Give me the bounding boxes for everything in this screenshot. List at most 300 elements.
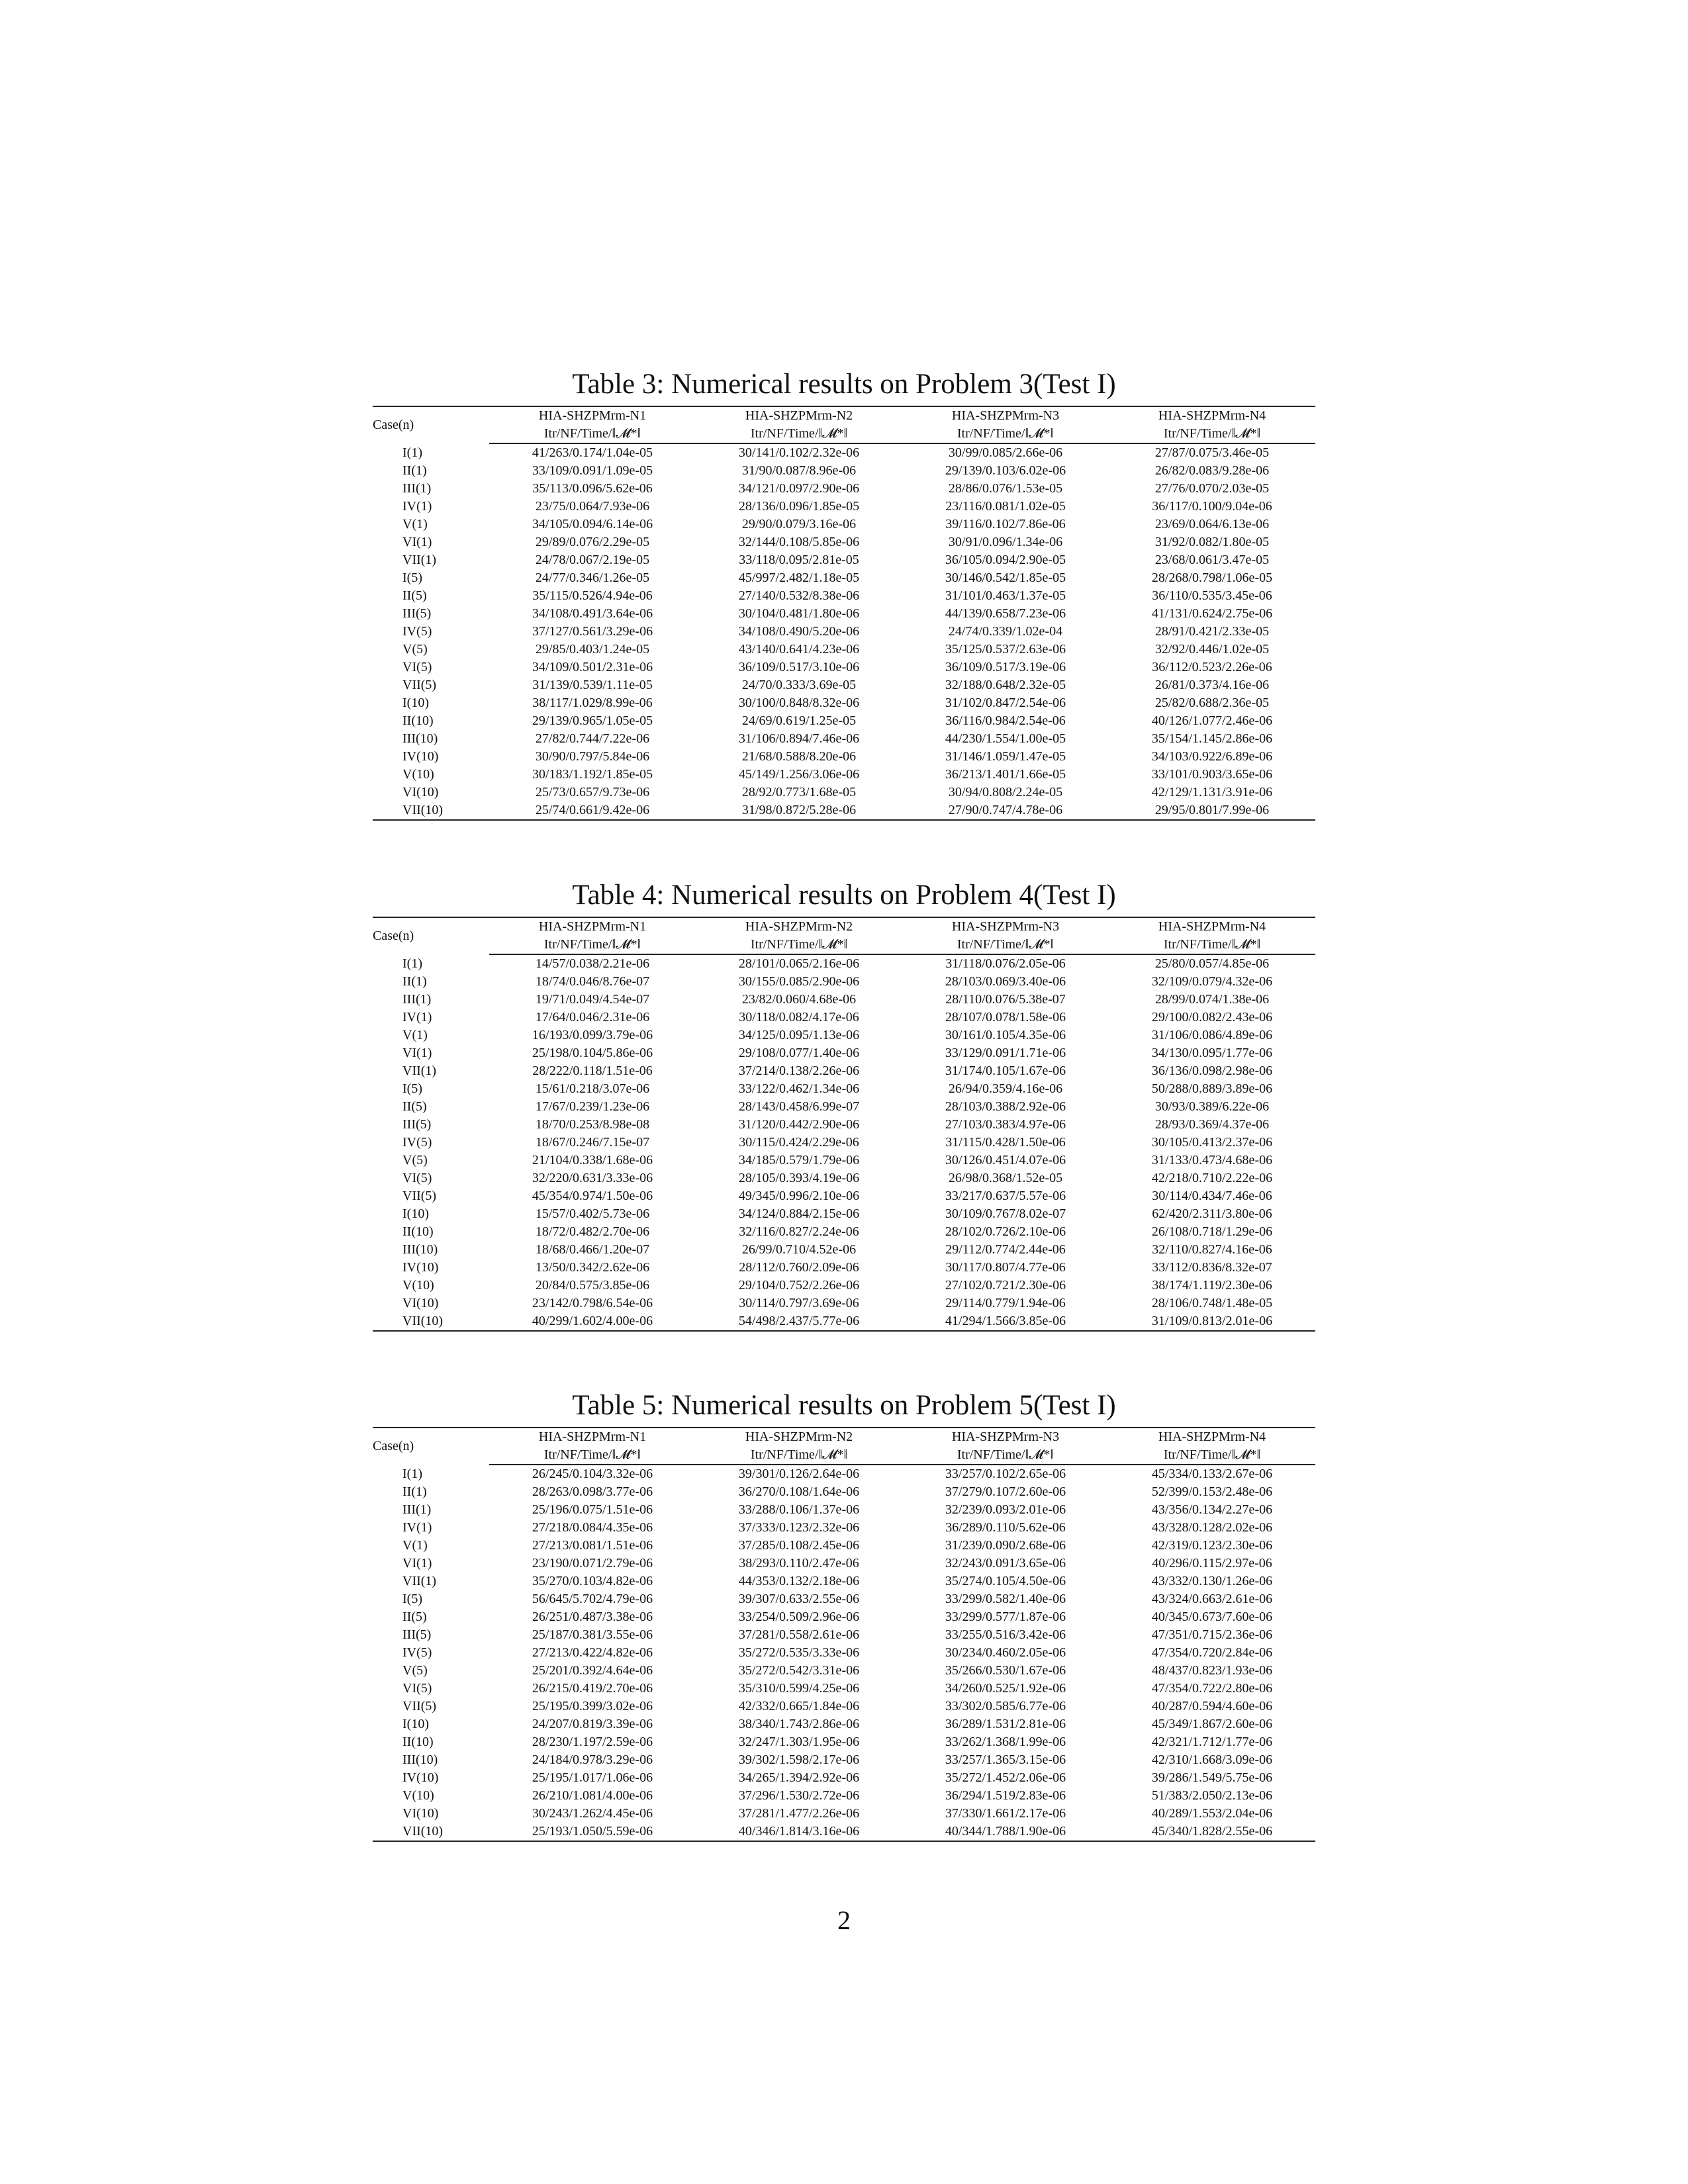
case-cell: IV(5): [402, 1135, 432, 1150]
result-cell: 32/109/0.079/4.32e-06: [1151, 974, 1273, 989]
table-row: [373, 991, 1315, 1009]
result-cell: 27/82/0.744/7.22e-06: [535, 731, 650, 746]
result-cell: 35/310/0.599/4.25e-06: [738, 1681, 860, 1696]
case-column-header: Case(n): [373, 1428, 489, 1465]
case-cell: VI(5): [402, 1171, 432, 1185]
result-cell: 29/114/0.779/1.94e-06: [945, 1296, 1066, 1310]
result-cell: 34/185/0.579/1.79e-06: [738, 1153, 860, 1167]
result-cell: 34/103/0.922/6.89e-06: [1151, 749, 1273, 764]
metric-header: Itr/NF/Time/‖𝓜*‖: [1109, 936, 1315, 954]
table-row: [373, 1483, 1315, 1501]
result-cell: 62/420/2.311/3.80e-06: [1152, 1206, 1272, 1221]
table-row: [373, 1823, 1315, 1841]
result-cell: 13/50/0.342/2.62e-06: [535, 1260, 650, 1275]
result-cell: 21/104/0.338/1.68e-06: [532, 1153, 653, 1167]
result-cell: 45/349/1.867/2.60e-06: [1151, 1717, 1273, 1731]
case-cell: II(10): [402, 1735, 434, 1749]
case-cell: V(1): [402, 1028, 428, 1042]
table-row: [373, 1644, 1315, 1662]
table-row: [373, 676, 1315, 694]
result-cell: 32/92/0.446/1.02e-05: [1154, 642, 1270, 657]
result-cell: 21/68/0.588/8.20e-06: [741, 749, 857, 764]
result-cell: 45/340/1.828/2.55e-06: [1109, 1823, 1315, 1841]
case-cell: VI(1): [402, 1556, 432, 1570]
result-cell: 27/140/0.532/8.38e-06: [738, 588, 860, 603]
table-row: [373, 973, 1315, 991]
case-cell: I(5): [402, 1592, 422, 1606]
result-cell: 33/255/0.516/3.42e-06: [945, 1627, 1066, 1642]
result-cell: 33/254/0.509/2.96e-06: [738, 1610, 860, 1624]
result-cell: 42/310/1.668/3.09e-06: [1151, 1752, 1273, 1767]
result-cell: 25/74/0.661/9.42e-06: [489, 801, 696, 820]
metric-header: Itr/NF/Time/‖𝓜*‖: [489, 1446, 696, 1465]
result-cell: 33/299/0.577/1.87e-06: [945, 1610, 1066, 1624]
table-caption: Table 3: Numerical results on Problem 3(Test I): [572, 369, 1116, 400]
case-cell: III(10): [402, 731, 438, 746]
result-cell: 34/125/0.095/1.13e-06: [738, 1028, 860, 1042]
case-cell: I(10): [402, 1717, 429, 1731]
result-cell: 47/354/0.720/2.84e-06: [1151, 1645, 1273, 1660]
result-cell: 37/127/0.561/3.29e-06: [532, 624, 653, 639]
result-cell: 18/67/0.246/7.15e-07: [535, 1135, 650, 1150]
result-cell: 23/68/0.061/3.47e-05: [1154, 553, 1270, 567]
result-cell: 33/288/0.106/1.37e-06: [738, 1502, 860, 1517]
case-cell: IV(1): [402, 1520, 432, 1535]
result-cell: 32/116/0.827/2.24e-06: [739, 1224, 859, 1239]
method-header: HIA-SHZPMrm-N2: [696, 1428, 902, 1446]
result-cell: 30/234/0.460/2.05e-06: [945, 1645, 1066, 1660]
result-cell: 28/230/1.197/2.59e-06: [532, 1735, 653, 1749]
case-cell: VII(5): [402, 1189, 437, 1203]
result-cell: 18/74/0.046/8.76e-07: [535, 974, 650, 989]
method-header: HIA-SHZPMrm-N3: [902, 406, 1109, 425]
table-4-block: [373, 878, 1315, 1332]
result-cell: 23/69/0.064/6.13e-06: [1154, 517, 1270, 531]
table-row: [373, 1465, 1315, 1483]
table-row: [373, 1026, 1315, 1044]
result-cell: 34/109/0.501/2.31e-06: [532, 660, 653, 674]
metric-header: Itr/NF/Time/‖𝓜*‖: [489, 936, 696, 954]
result-cell: 28/86/0.076/1.53e-05: [948, 481, 1063, 496]
method-header: HIA-SHZPMrm-N3: [902, 1428, 1109, 1446]
case-cell: VII(1): [402, 1574, 437, 1588]
result-cell: 42/319/0.123/2.30e-06: [1151, 1538, 1273, 1553]
table-row: [373, 1590, 1315, 1608]
result-cell: 31/102/0.847/2.54e-06: [945, 696, 1066, 710]
result-cell: 28/93/0.369/4.37e-06: [1154, 1117, 1270, 1132]
case-cell: VII(1): [402, 1064, 437, 1078]
table-row: [373, 1116, 1315, 1134]
result-cell: 26/98/0.368/1.52e-05: [948, 1171, 1063, 1185]
result-cell: 42/129/1.131/3.91e-06: [1151, 785, 1273, 799]
result-cell: 24/184/0.978/3.29e-06: [532, 1752, 653, 1767]
case-cell: VI(10): [402, 785, 439, 799]
result-cell: 39/302/1.598/2.17e-06: [738, 1752, 860, 1767]
result-cell: 29/90/0.079/3.16e-06: [741, 517, 857, 531]
result-cell: 25/195/1.017/1.06e-06: [532, 1770, 653, 1785]
result-cell: 33/257/0.102/2.65e-06: [945, 1467, 1066, 1481]
result-cell: 33/302/0.585/6.77e-06: [945, 1699, 1066, 1713]
page-number: 2: [837, 1905, 851, 1935]
result-cell: 30/117/0.807/4.77e-06: [945, 1260, 1066, 1275]
case-cell: IV(1): [402, 1010, 432, 1024]
case-cell: VI(10): [402, 1296, 439, 1310]
table-row: [373, 533, 1315, 551]
result-cell: 30/183/1.192/1.85e-05: [532, 767, 653, 782]
result-cell: 36/112/0.523/2.26e-06: [1152, 660, 1272, 674]
result-cell: 33/129/0.091/1.71e-06: [945, 1046, 1066, 1060]
case-cell: IV(10): [402, 1260, 439, 1275]
case-cell: VI(5): [402, 660, 432, 674]
table-row: [373, 443, 1315, 462]
table-caption: Table 4: Numerical results on Problem 4(Test I): [572, 880, 1116, 911]
result-cell: 30/90/0.797/5.84e-06: [535, 749, 650, 764]
case-cell: V(5): [402, 1663, 428, 1678]
result-cell: 43/324/0.663/2.61e-06: [1151, 1592, 1273, 1606]
result-cell: 16/193/0.099/3.79e-06: [532, 1028, 653, 1042]
results-table: [373, 917, 1315, 1332]
case-cell: III(1): [402, 1502, 432, 1517]
result-cell: 36/294/1.519/2.83e-06: [945, 1788, 1066, 1803]
table-row: [373, 694, 1315, 712]
table-row: [373, 641, 1315, 659]
method-header: HIA-SHZPMrm-N1: [489, 917, 696, 936]
result-cell: 35/154/1.145/2.86e-06: [1151, 731, 1273, 746]
result-cell: 39/286/1.549/5.75e-06: [1151, 1770, 1273, 1785]
result-cell: 40/289/1.553/2.04e-06: [1151, 1806, 1273, 1821]
metric-header: Itr/NF/Time/‖𝓜*‖: [902, 1446, 1109, 1465]
result-cell: 45/354/0.974/1.50e-06: [532, 1189, 653, 1203]
result-cell: 37/281/1.477/2.26e-06: [738, 1806, 860, 1821]
result-cell: 29/104/0.752/2.26e-06: [738, 1278, 860, 1293]
result-cell: 33/217/0.637/5.57e-06: [945, 1189, 1066, 1203]
result-cell: 34/121/0.097/2.90e-06: [738, 481, 860, 496]
result-cell: 40/287/0.594/4.60e-06: [1151, 1699, 1273, 1713]
result-cell: 32/247/1.303/1.95e-06: [738, 1735, 860, 1749]
result-cell: 41/263/0.174/1.04e-05: [532, 445, 653, 460]
result-cell: 34/124/0.884/2.15e-06: [738, 1206, 860, 1221]
result-cell: 28/103/0.388/2.92e-06: [945, 1099, 1066, 1114]
case-cell: VII(5): [402, 678, 437, 692]
result-cell: 32/110/0.827/4.16e-06: [1152, 1242, 1272, 1257]
table-row: [373, 480, 1315, 498]
table-row: [373, 1277, 1315, 1295]
result-cell: 36/117/0.100/9.04e-06: [1152, 499, 1272, 514]
case-cell: II(10): [402, 1224, 434, 1239]
case-cell: V(10): [402, 767, 434, 782]
result-cell: 28/112/0.760/2.09e-06: [739, 1260, 859, 1275]
case-cell: III(1): [402, 481, 432, 496]
result-cell: 43/356/0.134/2.27e-06: [1151, 1502, 1273, 1517]
result-cell: 24/69/0.619/1.25e-05: [741, 713, 857, 728]
result-cell: 26/82/0.083/9.28e-06: [1154, 463, 1270, 478]
metric-header: Itr/NF/Time/‖𝓜*‖: [1109, 1446, 1315, 1465]
result-cell: 38/293/0.110/2.47e-06: [739, 1556, 859, 1570]
result-cell: 25/201/0.392/4.64e-06: [532, 1663, 653, 1678]
result-cell: 32/144/0.108/5.85e-06: [738, 535, 860, 549]
table-row: [373, 1312, 1315, 1331]
case-cell: II(5): [402, 588, 427, 603]
result-cell: 36/136/0.098/2.98e-06: [1151, 1064, 1273, 1078]
case-cell: VI(1): [402, 535, 432, 549]
result-cell: 30/109/0.767/8.02e-07: [945, 1206, 1066, 1221]
result-cell: 35/272/1.452/2.06e-06: [945, 1770, 1066, 1785]
table-row: [373, 1205, 1315, 1223]
case-cell: I(10): [402, 1206, 429, 1221]
table-row: [373, 1062, 1315, 1080]
table-row: [373, 623, 1315, 641]
table-row: [373, 1134, 1315, 1152]
result-cell: 41/131/0.624/2.75e-06: [1151, 606, 1273, 621]
metric-header: Itr/NF/Time/‖𝓜*‖: [696, 425, 902, 443]
result-cell: 43/140/0.641/4.23e-06: [738, 642, 860, 657]
result-cell: 29/100/0.082/2.43e-06: [1151, 1010, 1273, 1024]
result-cell: 32/188/0.648/2.32e-05: [945, 678, 1066, 692]
result-cell: 42/218/0.710/2.22e-06: [1151, 1171, 1273, 1185]
case-cell: IV(10): [402, 1770, 439, 1785]
result-cell: 30/114/0.434/7.46e-06: [1152, 1189, 1272, 1203]
result-cell: 23/82/0.060/4.68e-06: [741, 992, 857, 1007]
result-cell: 25/82/0.688/2.36e-05: [1154, 696, 1270, 710]
table-row: [373, 1187, 1315, 1205]
result-cell: 24/207/0.819/3.39e-06: [532, 1717, 653, 1731]
result-cell: 54/498/2.437/5.77e-06: [696, 1312, 902, 1331]
result-cell: 30/155/0.085/2.90e-06: [738, 974, 860, 989]
result-cell: 24/74/0.339/1.02e-04: [948, 624, 1063, 639]
method-header: HIA-SHZPMrm-N2: [696, 406, 902, 425]
case-cell: III(10): [402, 1752, 438, 1767]
result-cell: 31/101/0.463/1.37e-05: [945, 588, 1066, 603]
result-cell: 27/213/0.081/1.51e-06: [532, 1538, 653, 1553]
result-cell: 26/99/0.710/4.52e-06: [741, 1242, 857, 1257]
table-row: [373, 1769, 1315, 1787]
result-cell: 27/90/0.747/4.78e-06: [902, 801, 1109, 820]
table-row: [373, 1519, 1315, 1537]
result-cell: 28/110/0.076/5.38e-07: [945, 992, 1066, 1007]
result-cell: 30/91/0.096/1.34e-06: [948, 535, 1063, 549]
result-cell: 35/272/0.535/3.33e-06: [738, 1645, 860, 1660]
case-cell: I(5): [402, 570, 422, 585]
result-cell: 30/118/0.082/4.17e-06: [739, 1010, 859, 1024]
result-cell: 23/142/0.798/6.54e-06: [532, 1296, 653, 1310]
result-cell: 34/265/1.394/2.92e-06: [738, 1770, 860, 1785]
result-cell: 27/76/0.070/2.03e-05: [1154, 481, 1270, 496]
result-cell: 28/136/0.096/1.85e-05: [738, 499, 860, 514]
table-row: [373, 1608, 1315, 1626]
case-cell: VII(1): [402, 553, 437, 567]
table-row: [373, 1044, 1315, 1062]
result-cell: 37/214/0.138/2.26e-06: [738, 1064, 860, 1078]
table-row: [373, 1152, 1315, 1169]
result-cell: 34/105/0.094/6.14e-06: [532, 517, 653, 531]
result-cell: 39/116/0.102/7.86e-06: [945, 517, 1066, 531]
result-cell: 28/263/0.098/3.77e-06: [532, 1484, 653, 1499]
table-row: [373, 1715, 1315, 1733]
result-cell: 38/117/1.029/8.99e-06: [532, 696, 653, 710]
result-cell: 52/399/0.153/2.48e-06: [1151, 1484, 1273, 1499]
result-cell: 23/75/0.064/7.93e-06: [535, 499, 650, 514]
result-cell: 15/57/0.402/5.73e-06: [535, 1206, 650, 1221]
result-cell: 31/239/0.090/2.68e-06: [945, 1538, 1066, 1553]
result-cell: 40/299/1.602/4.00e-06: [489, 1312, 696, 1331]
table-row: [373, 462, 1315, 480]
table-row: [373, 1009, 1315, 1026]
result-cell: 33/118/0.095/2.81e-05: [739, 553, 859, 567]
table-row: [373, 551, 1315, 569]
case-cell: I(10): [402, 696, 429, 710]
method-header: HIA-SHZPMrm-N4: [1109, 1428, 1315, 1446]
result-cell: 18/68/0.466/1.20e-07: [535, 1242, 650, 1257]
result-cell: 42/332/0.665/1.84e-06: [738, 1699, 860, 1713]
metric-header: Itr/NF/Time/‖𝓜*‖: [902, 936, 1109, 954]
result-cell: 15/61/0.218/3.07e-06: [535, 1081, 650, 1096]
result-cell: 41/294/1.566/3.85e-06: [902, 1312, 1109, 1331]
result-cell: 35/270/0.103/4.82e-06: [532, 1574, 653, 1588]
method-header: HIA-SHZPMrm-N1: [489, 1428, 696, 1446]
result-cell: 38/174/1.119/2.30e-06: [1152, 1278, 1272, 1293]
table-row: [373, 1805, 1315, 1823]
table-row: [373, 801, 1315, 820]
case-cell: V(5): [402, 1153, 428, 1167]
result-cell: 17/64/0.046/2.31e-06: [535, 1010, 650, 1024]
case-cell: IV(10): [402, 749, 439, 764]
result-cell: 32/243/0.091/3.65e-06: [945, 1556, 1066, 1570]
result-cell: 32/220/0.631/3.33e-06: [532, 1171, 653, 1185]
result-cell: 36/213/1.401/1.66e-05: [945, 767, 1066, 782]
result-cell: 24/70/0.333/3.69e-05: [741, 678, 857, 692]
table-row: [373, 1751, 1315, 1769]
case-cell: V(10): [402, 1788, 434, 1803]
table-row: [373, 498, 1315, 516]
result-cell: 31/115/0.428/1.50e-06: [945, 1135, 1066, 1150]
case-cell: VII(10): [373, 1312, 489, 1331]
result-cell: 33/257/1.365/3.15e-06: [945, 1752, 1066, 1767]
table-row: [373, 1169, 1315, 1187]
result-cell: 26/81/0.373/4.16e-06: [1154, 678, 1270, 692]
table-row: [373, 659, 1315, 676]
case-cell: I(1): [402, 445, 422, 460]
table-row: [373, 1680, 1315, 1698]
table-row: [373, 1733, 1315, 1751]
case-cell: V(1): [402, 517, 428, 531]
result-cell: 30/126/0.451/4.07e-06: [945, 1153, 1066, 1167]
result-cell: 25/73/0.657/9.73e-06: [535, 785, 650, 799]
result-cell: 30/100/0.848/8.32e-06: [738, 696, 860, 710]
result-cell: 37/333/0.123/2.32e-06: [738, 1520, 860, 1535]
result-cell: 31/109/0.813/2.01e-06: [1109, 1312, 1315, 1331]
result-cell: 47/354/0.722/2.80e-06: [1151, 1681, 1273, 1696]
result-cell: 30/146/0.542/1.85e-05: [945, 570, 1066, 585]
result-cell: 30/115/0.424/2.29e-06: [739, 1135, 859, 1150]
result-cell: 43/328/0.128/2.02e-06: [1151, 1520, 1273, 1535]
result-cell: 26/94/0.359/4.16e-06: [948, 1081, 1063, 1096]
result-cell: 44/353/0.132/2.18e-06: [738, 1574, 860, 1588]
table-row: [373, 1555, 1315, 1572]
table-row: [373, 1295, 1315, 1312]
metric-header: Itr/NF/Time/‖𝓜*‖: [902, 425, 1109, 443]
result-cell: 34/130/0.095/1.77e-06: [1151, 1046, 1273, 1060]
result-cell: 28/268/0.798/1.06e-05: [1151, 570, 1273, 585]
result-cell: 26/210/1.081/4.00e-06: [532, 1788, 653, 1803]
result-cell: 39/307/0.633/2.55e-06: [738, 1592, 860, 1606]
result-cell: 35/272/0.542/3.31e-06: [738, 1663, 860, 1678]
result-cell: 30/161/0.105/4.35e-06: [945, 1028, 1066, 1042]
case-cell: V(10): [402, 1278, 434, 1293]
result-cell: 45/149/1.256/3.06e-06: [738, 767, 860, 782]
case-cell: IV(1): [402, 499, 432, 514]
result-cell: 28/92/0.773/1.68e-05: [741, 785, 857, 799]
result-cell: 37/285/0.108/2.45e-06: [738, 1538, 860, 1553]
case-cell: IV(5): [402, 624, 432, 639]
result-cell: 28/222/0.118/1.51e-06: [532, 1064, 653, 1078]
result-cell: 25/196/0.075/1.51e-06: [532, 1502, 653, 1517]
method-header: HIA-SHZPMrm-N1: [489, 406, 696, 425]
result-cell: 23/190/0.071/2.79e-06: [532, 1556, 653, 1570]
result-cell: 31/90/0.087/8.96e-06: [741, 463, 857, 478]
result-cell: 33/122/0.462/1.34e-06: [738, 1081, 860, 1096]
result-cell: 26/245/0.104/3.32e-06: [532, 1467, 653, 1481]
result-cell: 28/102/0.726/2.10e-06: [945, 1224, 1066, 1239]
table-row: [373, 1259, 1315, 1277]
result-cell: 49/345/0.996/2.10e-06: [738, 1189, 860, 1203]
table-row: [373, 1698, 1315, 1715]
result-cell: 28/91/0.421/2.33e-05: [1154, 624, 1270, 639]
case-cell: II(5): [402, 1610, 427, 1624]
result-cell: 30/99/0.085/2.66e-06: [948, 445, 1063, 460]
result-cell: 34/260/0.525/1.92e-06: [945, 1681, 1066, 1696]
table-row: [373, 954, 1315, 973]
table-row: [373, 569, 1315, 587]
result-cell: 29/89/0.076/2.29e-05: [535, 535, 650, 549]
result-cell: 26/215/0.419/2.70e-06: [532, 1681, 653, 1696]
result-cell: 25/187/0.381/3.55e-06: [532, 1627, 653, 1642]
table-row: [373, 516, 1315, 533]
result-cell: 18/72/0.482/2.70e-06: [535, 1224, 650, 1239]
case-cell: VII(10): [373, 1823, 489, 1841]
table-row: [373, 1626, 1315, 1644]
result-cell: 33/101/0.903/3.65e-06: [1151, 767, 1273, 782]
result-cell: 31/106/0.894/7.46e-06: [738, 731, 860, 746]
table-row: [373, 587, 1315, 605]
case-column-header: Case(n): [373, 917, 489, 954]
table-row: [373, 1572, 1315, 1590]
results-table: [373, 406, 1315, 821]
method-header: HIA-SHZPMrm-N4: [1109, 406, 1315, 425]
method-header: HIA-SHZPMrm-N4: [1109, 917, 1315, 936]
result-cell: 31/98/0.872/5.28e-06: [696, 801, 902, 820]
table-row: [373, 1080, 1315, 1098]
result-cell: 24/78/0.067/2.19e-05: [535, 553, 650, 567]
result-cell: 27/87/0.075/3.46e-05: [1154, 445, 1270, 460]
result-cell: 36/110/0.535/3.45e-06: [1152, 588, 1272, 603]
results-table: [373, 1427, 1315, 1842]
case-cell: III(5): [402, 1117, 432, 1132]
table-row: [373, 730, 1315, 748]
result-cell: 29/139/0.103/6.02e-06: [945, 463, 1066, 478]
result-cell: 26/251/0.487/3.38e-06: [532, 1610, 653, 1624]
table-row: [373, 1223, 1315, 1241]
result-cell: 36/116/0.984/2.54e-06: [945, 713, 1066, 728]
case-cell: II(5): [402, 1099, 427, 1114]
result-cell: 18/70/0.253/8.98e-08: [535, 1117, 650, 1132]
result-cell: 33/299/0.582/1.40e-06: [945, 1592, 1066, 1606]
result-cell: 25/193/1.050/5.59e-06: [489, 1823, 696, 1841]
result-cell: 40/346/1.814/3.16e-06: [696, 1823, 902, 1841]
result-cell: 35/125/0.537/2.63e-06: [945, 642, 1066, 657]
case-cell: VI(10): [402, 1806, 439, 1821]
result-cell: 35/266/0.530/1.67e-06: [945, 1663, 1066, 1678]
result-cell: 31/139/0.539/1.11e-05: [532, 678, 653, 692]
